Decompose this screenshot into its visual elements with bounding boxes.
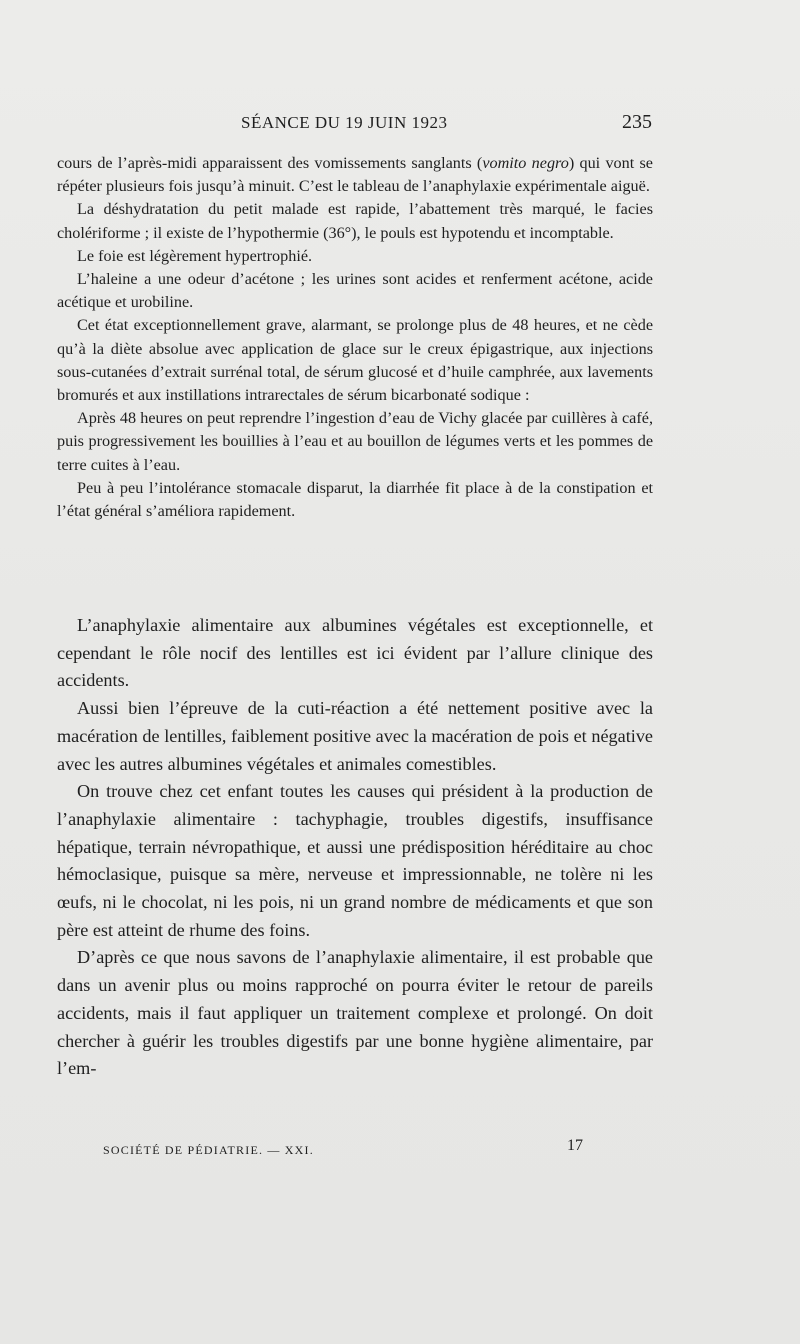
paragraph: Le foie est légèrement hypertrophié. bbox=[77, 246, 313, 265]
text-run: ) qui vont se répéter plusieurs fois jusqu’à minuit. C’est le tableau de l’anaphylaxie expérimentale aiguë. bbox=[57, 154, 653, 196]
case-report-text bbox=[57, 152, 653, 523]
running-title: SÉANCE DU 19 JUIN 1923 bbox=[241, 113, 448, 132]
paragraph: Aussi bien l’épreuve de la cuti-réaction a été nettement positive avec la macération de lentilles, faiblement positive avec la macération de pois et négative avec les autres albumines végétales et animales comestibles. bbox=[57, 698, 653, 774]
paragraph bbox=[57, 152, 653, 198]
signature-line: SOCIÉTÉ DE PÉDIATRIE. — XXI. bbox=[103, 1143, 314, 1157]
paragraph: On trouve chez cet enfant toutes les causes qui président à la production de l’anaphylaxie alimentaire : tachyphagie, troubles digestifs, insuffisance hépatique, terrain névropathique, et aussi une prédisposition héréditaire au choc hémoclasique, puisque sa mère, nerveuse et impressionnable, ne tolère ni les œufs, ni le chocolat, ni les pois, ni un grand nombre de médicaments et que son père est atteint de rhume des foins. bbox=[57, 781, 653, 940]
paragraph: Cet état exceptionnellement grave, alarmant, se prolonge plus de 48 heures, et ne cède qu’à la diète absolue avec application de glace sur le creux épigastrique, aux injections sous-cutanées d’extrait surrénal total, de sérum glucosé et d’huile camphrée, aux lavements bromurés et aux instillations intrarectales de sérum bicarbonaté sodique : bbox=[57, 316, 653, 405]
text-run: cours de l’après-midi apparaissent des vomissements sanglants ( bbox=[57, 154, 483, 172]
paragraph: L’haleine a une odeur d’acétone ; les urines sont acides et renferment acétone, acide acétique et urobiline. bbox=[57, 270, 653, 312]
page-number: 235 bbox=[622, 111, 652, 133]
discussion-text bbox=[57, 612, 653, 1083]
sheet-number: 17 bbox=[567, 1137, 583, 1154]
paragraph: La déshydratation du petit malade est rapide, l’abattement très marqué, le facies cholériforme ; il existe de l’hypothermie (36°), le pouls est hypotendu et incomptable. bbox=[57, 200, 653, 242]
paragraph: D’après ce que nous savons de l’anaphylaxie alimentaire, il est probable que dans un avenir plus ou moins rapproché on pourra éviter le retour de pareils accidents, mais il faut appliquer un traitement complexe et prolongé. On doit chercher à guérir les troubles digestifs par une bonne hygiène alimentaire, par l’em- bbox=[57, 947, 653, 1079]
paragraph: Peu à peu l’intolérance stomacale disparut, la diarrhée fit place à de la constipation et l’état général s’améliora rapidement. bbox=[57, 478, 653, 521]
paragraph: Après 48 heures on peut reprendre l’ingestion d’eau de Vichy glacée par cuillères à café, puis progressivement les bouillies à l’eau et au bouillon de légumes verts et les pommes de terre cuites à l’eau. bbox=[57, 409, 653, 474]
page-footer bbox=[57, 1137, 653, 1161]
paragraph: L’anaphylaxie alimentaire aux albumines végétales est exceptionnelle, et cependant le rôle nocif des lentilles est ici évident par l’allure clinique des accidents. bbox=[57, 615, 653, 691]
italic-term: vomito negro bbox=[482, 154, 569, 172]
running-head bbox=[56, 111, 652, 141]
